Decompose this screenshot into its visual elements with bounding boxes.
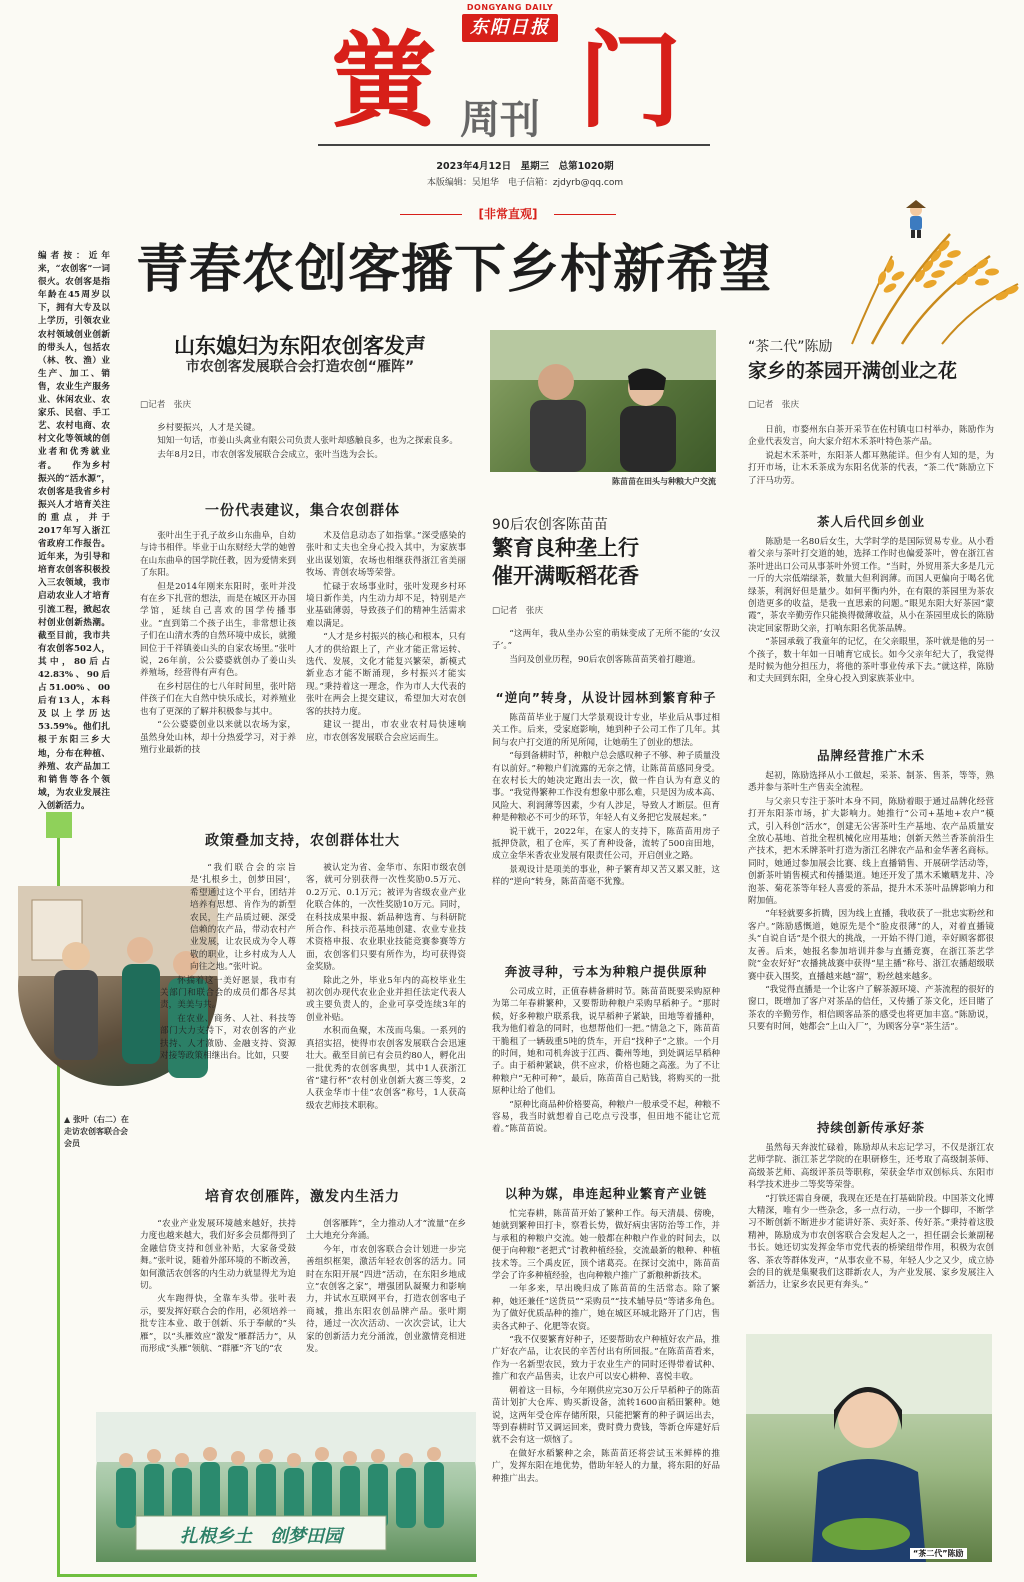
para: 虽然每天奔波忙碌着，陈励却从未忘记学习，不仅是浙江农艺师学院、浙江茶艺学院的在职研修生，还考取了高级制茶师、高级茶艺师、高级评茶员等职称，荣获金华市双创标兵、东阳市科学技术进步二等奖等荣誉。 xyxy=(748,1143,994,1191)
section-tag-rule-left xyxy=(400,214,462,215)
editor-line: 本版编辑：吴旭华 电子信箱：zjdyrb@qq.com xyxy=(426,178,624,188)
para: “农业产业发展环境越来越好，扶持力度也越来越大，我们好多会员都得到了金融信贷支持和创业补贴，大家备受鼓舞。”张叶说，随着外部环境的不断改善，如何激活农创客的内生动力就显得尤为迫切。 xyxy=(140,1219,296,1292)
para: 水积而鱼聚，木茂而鸟集。一系列的真招实招，使得市农创客发展联合会迅速壮大。截至目前已有会员约80人，孵化出一批优秀的农创客典型，其中1人获浙江省“建行杯”农村创业创新大赛三等奖，2人获金华市十佳“农创客”称号，1人获高级农艺师技术职称。 xyxy=(306,1026,466,1111)
group-banner-text: 扎根乡土 创梦田园 xyxy=(180,1526,342,1547)
wheat-stalks xyxy=(852,234,1018,344)
para: 在乡村居住的七八年时间里，张叶陪伴孩子们在大自然中快乐成长，对养殖业也有了更深的了解并积极参与其中。 xyxy=(140,681,296,717)
para: 忙完春耕，陈苗苗开始了繁种工作。每天清晨、傍晚，她就到繁种田打卡，察看长势，做好病虫害防治等工作，并与承租的种粮户交流。她一般都在种粮户作业的时间去，以便于向种粮“老把式”讨教种植经验，交流最新的粮种、种植技术等。三个禹皮匠，顶个诸葛亮。在探讨交流中，陈苗苗学会了许多种植经验，也向种粮户推广了新粮种新技术。 xyxy=(492,1209,720,1282)
green-square xyxy=(46,812,72,838)
para: 朝着这一目标，今年刚供应完30万公斤早稻种子的陈苗苗计划扩大仓库、购买新设备，流转1600亩稻田繁种。她说，这两年受仓库存储所限，只能把繁育的种子调运出去，等到春耕时节又调运回来，费时费力费钱，等新仓库建好后就不会有这一烦恼了。 xyxy=(492,1385,720,1446)
section-tag-rule-right xyxy=(554,214,616,215)
para: 景观设计是项美的事业，种子繁育却又苦又累又脏，这样的“逆向”转身，陈苗苗毫不犹豫。 xyxy=(492,864,720,888)
masthead-title-right: 门 xyxy=(578,20,683,142)
para: “我觉得直播是一个让客户了解茶源环境、产茶流程的很好的窗口，既增加了客户对茶品的信任，又传播了茶文化，还目睹了茶农的辛勤劳作，相信顾客品茶的感受也将更加丰富。”陈励说，只要有时间，她都会“上山入厂”，为顾客分享“茶生活”。 xyxy=(748,984,994,1033)
masthead-title-left: 黉 xyxy=(332,20,437,142)
wheat-illustration xyxy=(832,196,1024,344)
photo-chenmiaomiao xyxy=(490,330,716,472)
article1-s3-left xyxy=(140,1218,296,1398)
para: 陈苗苗毕业于厦门大学景观设计专业，毕业后从事过相关工作。后来，受家庭影响，她到种子公司工作了几年。其间与农户打交道的所见所闻，让她萌生了创业的想法。 xyxy=(492,713,720,748)
article1-s3-right xyxy=(306,1218,466,1398)
para: 当问及创业历程，90后农创客陈苗苗笑着打趣道。 xyxy=(509,654,701,665)
photo-chenli-caption: “茶二代”陈励 xyxy=(910,1548,967,1559)
para: 建议一提出，市农业农村局快速响应，市农创客发展联合会应运而生。 xyxy=(306,720,466,743)
para: “每到备耕时节，种粮户总会感叹种子不够、种子质量没有以前好。”种粮户们流露的无奈之情，让陈苗苗感同身受。在农村长大的她决定跑出去一次，做一件自认为有意义的事。“我觉得繁种工作没有想象中那么难，只是因为成本高、风险大、利润薄等因素，少有人涉足，导致人才断层。但育种是种粮必不可少的环节，年轻人有义务把它发展起来。” xyxy=(492,751,720,824)
article1-s1-right xyxy=(306,530,466,820)
article1-intro xyxy=(140,422,465,462)
photo-chenmiaomiao-scene xyxy=(490,330,716,472)
brand-logo xyxy=(462,14,558,42)
article1-h2: 政策叠加支持，农创群体壮大 xyxy=(205,833,400,849)
para: “公公婆婆创业以来就以农场为家，虽然身处山林，却十分热爱学习，对于养殖行业最新的技 xyxy=(140,720,296,755)
photo-group xyxy=(96,1412,476,1562)
para: 说起木禾茶叶，东阳茶人都耳熟能详。但少有人知的是，为打开市场，让木禾茶成为东阳名优茶的代表，“茶二代”陈励立下了汗马功劳。 xyxy=(748,450,994,486)
article3-byline: □记者 张庆 xyxy=(748,400,800,410)
green-frame-bottom xyxy=(57,1574,477,1577)
para: 说干就干，2022年，在家人的支持下，陈苗苗用房子抵押贷款，租了仓库，买了育种设备，流转了500亩田地，成立金华米香农业发展有限责任公司，开启创业之路。 xyxy=(492,826,720,862)
para: 陈励是一名80后女生，大学时学的是国际贸易专业。从小看着父亲与茶叶打交道的她，选择工作时也偏爱茶叶，曾在浙江省茶叶进出口公司从事茶叶外贸工作。“当时，外贸用茶大多是几元一斤的大宗低端绿茶，数量大但利润薄。而国人更偏向于喝名优绿茶，利润好但是量少。如何平衡内外，在有限的茶园里为茶农创造更多的收益，是我一直思索的问题。”眼见东阳大好茶园“蒙霞”，茶农辛勤劳作只能换得微薄收益，从小在茶园里成长的陈励决定回家帮助父亲，打响东阳名优茶品牌。 xyxy=(748,537,994,634)
article3-h1: 茶人后代回乡创业 xyxy=(816,514,925,529)
photo-chenmiaomiao-caption: 陈苗苗在田头与种粮大户交流 xyxy=(612,477,716,486)
article1-subtitle: 市农创客发展联合会打造农创“雁阵” xyxy=(185,359,415,375)
article2-h3: 以种为媒，串连起种业繁育产业链 xyxy=(504,1186,708,1201)
farmer-figure xyxy=(906,200,926,238)
article3-s1 xyxy=(748,536,994,736)
para: 但是2014年刚来东阳时，张叶并没有在乡下扎营的想法，而是在城区开办国学馆，延续自己喜欢的国学传播事业。“直到第二个孩子出生，非常想让孩子们在山清水秀的自然环境中成长，就搬回位于千祥镇姜山头的自家农场里。”张叶说，26年前，公公婆婆就创办了姜山头养殖场，经营得有声有色。 xyxy=(140,581,296,679)
article2-s1 xyxy=(492,712,720,952)
para: “年轻就要多折腾，因为线上直播，我收获了一批忠实粉丝和客户。”陈励感慨道，她原先是个“脸皮很薄”的人，对着直播镜头“自说自话”是个很大的挑战，一开始不得门道，幸好顾客都很友善。后来，她报名参加培训并参与直播竞赛，在浙江茶艺学院“金农好好”农播挑战赛中获得“星主播”称号、浙江农播超级联赛中获入围奖，直播越来越“溜”，粉丝越来越多。 xyxy=(748,909,994,982)
editor-note xyxy=(38,250,110,811)
article1-h3: 培育农创雁阵，激发内生活力 xyxy=(205,1189,400,1205)
para: 除此之外，毕业5年内的高校毕业生初次创办现代农业企业并担任法定代表人或主要负责人的，企业可享受连续3年的创业补贴。 xyxy=(306,975,466,1023)
article2-h1: “逆向”转身，从设计园林到繁育种子 xyxy=(495,690,717,705)
article1-intro-p2: 知知一句话，市姜山头禽业有限公司负责人张叶却感触良多，也为之探索良多。 xyxy=(157,436,458,447)
para: 张叶出生于孔子故乡山东曲阜，自幼与诗书相伴。毕业于山东财经大学的她曾在山东曲阜的国学院任教，因为爱情来到了东阳。 xyxy=(140,531,296,579)
article3-s3 xyxy=(748,1142,994,1322)
article1-intro-p1: 乡村要振兴，人才是关键。 xyxy=(157,423,261,433)
para: 术及信息动态了如指掌。”深受感染的张叶和丈夫也全身心投入其中，为家族事业出谋划策，农场也相继获得浙江省美丽牧场、青创农场等荣誉。 xyxy=(306,531,466,579)
para: 公司成立时，正值春耕备耕时节。陈苗苗既要采购原种为第二年春耕繁种，又要帮助种粮户采购早稻种子。“那时候，好多种粮户联系我，说早稻种子紧缺，田地等着播种，我为他们着急的同时，也想帮他们一把。”情急之下，陈苗苗干脆租了一辆载重5吨的货车，开启“找种子”之旅。一个月的时间，她和司机奔波于江西、衢州等地，到处调运早稻种子。由于稻种紧缺，供不应求，价格也随之高涨。为了不让种粮户“无种可种”，最后，陈苗苗自己贴钱，将购买的一批原种让给了他们。 xyxy=(492,987,720,1097)
editor-note-text: 编者按：近年来，“农创客”一词很火。农创客是指年龄在45周岁以下，拥有大专及以上学历，引领农业农村领域创业创新的带头人，包括农（林、牧、渔）业生产、加工、销售，农业生产服务业、休闲农业、农家乐、民宿、手工艺、农村电商、农村文化等领域的创业者和优秀就业者。 作为乡村振兴的“活水源”，农创客是我省乡村振兴人才培育关注的重点，并于2017年写入浙江省政府工作报告。近年来，为引导和培育农创客积极投入三农领域，我市启动农业人才培育引流工程，掀起农村创业创新热潮。截至目前，我市共有农创客502人，其中，80后占42.83%、90后占51.00%、00后有13人，本科及以上学历达53.59%。他们扎根于东阳三乡大地，分布在种植、养殖、农产品加工和销售等各个领域，为农业发展注入创新活力。 xyxy=(38,251,110,811)
section-tag: [非常直观] xyxy=(478,207,538,221)
article3-kicker: “茶二代”陈励 xyxy=(748,339,833,355)
para: 被认定为省、金华市、东阳市级农创客，就可分别获得一次性奖励0.5万元、0.2万元、0.1万元；被评为省级农业产业化联合体的，一次性奖励10万元。同时，在科技成果申报、新品种选育、与科研院所合作、科技示范基地创建、农业专业技术资格申报、农业职业技能竞赛参赛等方面，农创客们只要有所作为，均可获得资金奖励。 xyxy=(306,863,466,973)
article1-s2-left xyxy=(160,862,296,1167)
para: “原种比商品种价格要高，种粮户一般承受不起，种粮不容易，我当时就想着自己吃点亏没事，但田地不能让它荒着。”陈苗苗说。 xyxy=(492,1099,720,1135)
article2-intro xyxy=(492,628,720,667)
para: 在农业、商务、人社、科技等部门大力支持下，对农创客的产业扶持、人才激励、金融支持、资源对接等政策相继出台。比如，只要 xyxy=(160,1013,296,1062)
article2-kicker: 90后农创客陈苗苗 xyxy=(492,517,608,533)
para: 与父亲只专注于茶叶本身不同，陈励着眼于通过品牌化经营打开东阳茶市场，扩大影响力。她推行“公司+基地+农户”模式，引入科创“活水”，创建无公害茶叶生产基地、农产品质量安全放心基地、首批全程机械化应用基地；创新天然兰香茶前沿生产技术，把木禾牌茶叶打造为浙江名牌农产品和金华著名商标。同时，她通过参加展会比赛、线上直播销售、开展研学活动等，创新茶叶销售模式和传播渠道。她还开发了黑木禾嫩晒龙井、冷泡茶、菊花茶等年轻人喜爱的茶品，提升木禾茶叶品牌影响力和附加值。 xyxy=(748,796,994,907)
photo-chenli xyxy=(746,1334,992,1562)
date-line: 2023年4月12日 星期三 总第1020期 xyxy=(436,161,614,172)
article3-s2 xyxy=(748,770,994,1100)
brand-en: DONGYANG DAILY xyxy=(466,3,554,12)
para: 在做好水稻繁种之余，陈苗苗还将尝试玉米鲜棒的推广，发挥东阳在地优势，借助年轻人的力量，将东阳的好品种推广出去。 xyxy=(492,1448,720,1484)
para: 忙碌于农场事业时，张叶发现乡村环境日新作美，内生动力却不足，特别是产业基础薄弱，导致孩子们的精神生活需求难以满足。 xyxy=(306,581,466,629)
article3-h2: 品牌经营推广木禾 xyxy=(816,748,925,763)
article1-byline: □记者 张庆 xyxy=(140,400,192,410)
article3-intro xyxy=(748,424,994,488)
main-headline: 青春农创客播下乡村新希望 xyxy=(136,240,773,300)
para: “这两年，我从坐办公室的萌妹变成了无所不能的‘女汉子’。” xyxy=(492,629,720,652)
para: “我不仅要繁育好种子，还要帮助农户种植好农产品，推广好农产品，让农民的辛苦付出有所回报。”在陈苗苗看来，作为一名新型农民，致力于农业生产的同时还得带着试种、推广和农产品售卖，让农户可以安心耕种、喜悦丰收。 xyxy=(492,1335,720,1383)
article1-title: 山东媳妇为东阳农创客发声 xyxy=(174,334,426,358)
para: 一年多来，早出晚归成了陈苗苗的生活常态。除了繁种，她还兼任“送货员”“采购员”“技术辅导员”等诸多角色。为了做好优质品种的推广，她在城区环城北路开了门店，售卖各式种子、化肥等农资。 xyxy=(492,1284,720,1332)
article2-h2: 奔波寻种，亏本为种粮户提供原种 xyxy=(504,964,708,979)
brand-logo-text: 东阳日报 xyxy=(470,17,550,38)
article1-intro-p3: 去年8月2日，市农创客发展联合会成立，张叶当选为会长。 xyxy=(157,449,383,460)
para: 怀揣着这一美好愿景，我市有关部门和联合会的成员们都各尽其责，美美与共。 xyxy=(160,975,296,1011)
article2-byline: □记者 张庆 xyxy=(492,606,544,616)
article1-h1: 一份代表建议，集合农创群体 xyxy=(205,503,400,519)
photo-chenli-scene xyxy=(746,1334,992,1562)
article3-h3: 持续创新传承好茶 xyxy=(816,1120,925,1135)
photo-zhangye-caption: ▲ 张叶（右二）在走访农创客联合会会员 xyxy=(64,1115,129,1148)
article2-s2 xyxy=(492,986,720,1172)
para: 日前，市婺州东白茶开采节在佐村镇屯口村举办，陈励作为企业代表发言，向大家介绍木禾茶叶特色茶产品。 xyxy=(748,425,994,448)
article1-s1-left xyxy=(140,530,296,820)
para: “人才是乡村振兴的核心和根本，只有人才的供给跟上了，产业才能正常运转、选代、发展，文化才能复兴繁荣，新模式新业态才能不断涌现，乡村振兴才能实现。”秉持着这一理念，作为市人大代表的张叶在两会上提交建议，希望加大对农创客的扶持力度。 xyxy=(306,632,466,717)
article2-s3 xyxy=(492,1208,720,1568)
para: “打铁还需自身硬，我现在还是在打基础阶段。中国茶文化博大精深，唯有少一些杂念，多一点行动，一步一个脚印，不断学习不断创新不断进步才能讲好茶、卖好茶、传好茶。”秉持着这股精神，陈励成为市农创客联合会发起人之一，担任副会长兼副秘书长。她还切实发挥金华市党代表的桥梁纽带作用，积极为农创客、茶农等群体发声，“从事农业不易，年轻人少之又少，成立协会的目的就是集聚我们这群新农人，为产业发展、家乡发展注入新活力，让家乡农民更有奔头。” xyxy=(748,1193,994,1291)
masthead-weekly: 周刊 xyxy=(460,97,540,143)
para: 火车跑得快，全靠车头带。张叶表示，要发挥好联合会的作用，必须培养一批专注本业、敢于创新、乐于奉献的“头雁”，以“头雁效应”激发“雁群活力”，从而形成“头雁”领航、“群雁”齐飞的“农 xyxy=(140,1294,296,1355)
para: 创客雁阵”，全力推动人才“流量”在乡土大地充分奔涌。 xyxy=(306,1219,466,1242)
para: 今年，市农创客联合会计划进一步完善组织框架，激活年轻农创客的活力。同时在东阳开展“四进”活动，在东阳乡地成立“农创客之家”，增强团队凝聚力和影响力，并试水互联网平台，打造农创客电子商城，推出东阳农创品牌产品。张叶期待，通过一次次活动、一次次尝试，让大家的创新活力充分涌流，创业激情竞相迸发。 xyxy=(306,1244,466,1355)
article2-title-l2: 催开满畈稻花香 xyxy=(492,564,639,588)
masthead-rule xyxy=(318,144,710,146)
para: “茶园承载了我童年的记忆，在父亲眼里，茶叶就是他的另一个孩子，数十年如一日哺育它成长。如今父亲年纪大了，我觉得是时候为他分担压力，将他的茶叶事业传承下去。”就这样，陈励和丈夫回到东阳，全身心投入到家族茶业中。 xyxy=(748,637,994,685)
para: “我们联合会的宗旨是‘扎根乡土，创梦田园’，希望通过这个平台，团结并培养有思想、肯作为的新型农民，生产品质过硬、深受信赖的农产品，带动农村产业发展，让农民成为令人尊敬的职业，让乡村成为人人向往之地。”张叶说。 xyxy=(190,863,296,973)
article2-title-l1: 繁育良种垄上行 xyxy=(492,536,639,560)
article3-title: 家乡的茶园开满创业之花 xyxy=(748,360,958,382)
article1-s2-right xyxy=(306,862,466,1167)
para: 起初，陈励选择从小工做起，采茶、制茶、售茶，等等，熟悉并参与茶叶生产售卖全流程。 xyxy=(748,771,994,794)
